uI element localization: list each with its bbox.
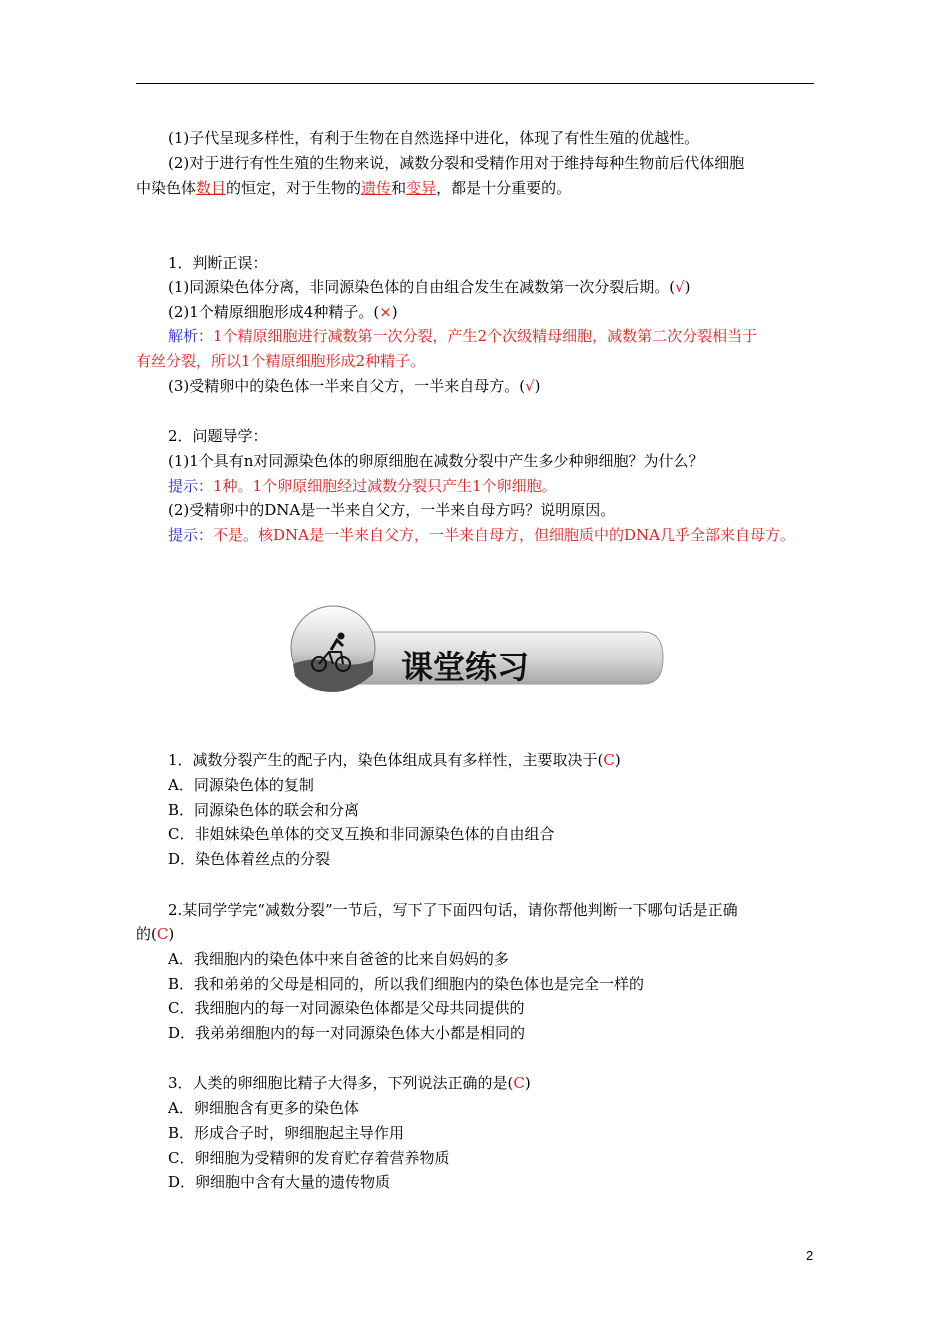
check-mark: √ — [525, 377, 535, 395]
banner-title: 课堂练习 — [401, 648, 530, 686]
ex-q2-option: B．我和弟弟的父母是相同的，所以我们细胞内的染色体也是完全一样的 — [168, 975, 645, 993]
ex-q2-option: C．我细胞内的每一对同源染色体都是父母共同提供的 — [168, 999, 525, 1017]
guide-a1: 提示：1种。1个卵原细胞经过减数分裂只产生1个卵细胞。 — [168, 477, 557, 495]
ex-q3-option: C．卵细胞为受精卵的发育贮存着营养物质 — [168, 1149, 450, 1167]
ex-q1-option: B．同源染色体的联会和分离 — [168, 801, 360, 819]
ex-q1-stem: 1．减数分裂产生的配子内，染色体组成具有多样性，主要取决于(C) — [168, 751, 621, 769]
ex-q3-option: A．卵细胞含有更多的染色体 — [168, 1099, 359, 1117]
ex-q1-option: C．非姐妹染色单体的交叉互换和非同源染色体的自由组合 — [168, 825, 555, 843]
ex-q2-stem-1: 2.某同学学完“减数分裂”一节后，写下了下面四句话，请你帮他判断一下哪句话是正确 — [168, 901, 738, 919]
banner-graphic — [283, 602, 669, 694]
intro-p3: 中染色体数目的恒定，对于生物的遗传和变异，都是十分重要的。 — [136, 179, 572, 197]
judge-analysis-2: 有丝分裂，所以1个精原细胞形成2种精子。 — [136, 352, 426, 370]
intro-p2: (2)对于进行有性生殖的生物来说，减数分裂和受精作用对于维持每种生物前后代体细胞 — [168, 154, 745, 172]
page-number: 2 — [806, 1248, 814, 1263]
section-banner — [283, 602, 669, 694]
answer: C — [603, 751, 615, 769]
blank-heredity: 遗传 — [361, 179, 392, 197]
ex-q3-stem: 3．人类的卵细胞比精子大得多，下列说法正确的是(C) — [168, 1074, 531, 1092]
guide-a2: 提示：不是。核DNA是一半来自父方，一半来自母方，但细胞质中的DNA几乎全部来自母方。 — [168, 526, 795, 544]
guide-q1: (1)1个具有n对同源染色体的卵原细胞在减数分裂中产生多少种卵细胞？为什么？ — [168, 452, 704, 470]
judge-heading: 1．判断正误： — [168, 254, 268, 272]
intro-p1: (1)子代呈现多样性，有利于生物在自然选择中进化，体现了有性生殖的优越性。 — [168, 129, 700, 147]
ex-q3-option: D．卵细胞中含有大量的遗传物质 — [168, 1173, 391, 1191]
blank-count: 数目 — [196, 179, 227, 197]
judge-q2: (2)1个精原细胞形成4种精子。(×) — [168, 303, 398, 321]
answer: C — [513, 1074, 525, 1092]
ex-q2-option: A．我细胞内的染色体中来自爸爸的比来自妈妈的多 — [168, 950, 509, 968]
judge-q1: (1)同源染色体分离，非同源染色体的自由组合发生在减数第一次分裂后期。(√) — [168, 278, 691, 296]
guide-q2: (2)受精卵中的DNA是一半来自父方，一半来自母方吗？说明原因。 — [168, 501, 616, 519]
answer: C — [156, 925, 169, 943]
judge-q3: (3)受精卵中的染色体一半来自父方，一半来自母方。(√) — [168, 377, 541, 395]
ex-q2-stem-2: 的(C) — [136, 925, 175, 943]
ex-q1-option: D．染色体着丝点的分裂 — [168, 850, 331, 868]
judge-analysis-1: 解析：1个精原细胞进行减数第一次分裂，产生2个次级精母细胞，减数第二次分裂相当于 — [168, 327, 758, 345]
guide-heading: 2．问题导学： — [168, 427, 268, 445]
ex-q3-option: B．形成合子时，卵细胞起主导作用 — [168, 1124, 405, 1142]
blank-variation: 变异 — [406, 179, 437, 197]
cross-mark: × — [379, 303, 392, 321]
check-mark: √ — [675, 278, 685, 296]
ex-q2-option: D．我弟弟细胞内的每一对同源染色体大小都是相同的 — [168, 1024, 526, 1042]
header-rule — [136, 83, 814, 84]
ex-q1-option: A．同源染色体的复制 — [168, 776, 314, 794]
